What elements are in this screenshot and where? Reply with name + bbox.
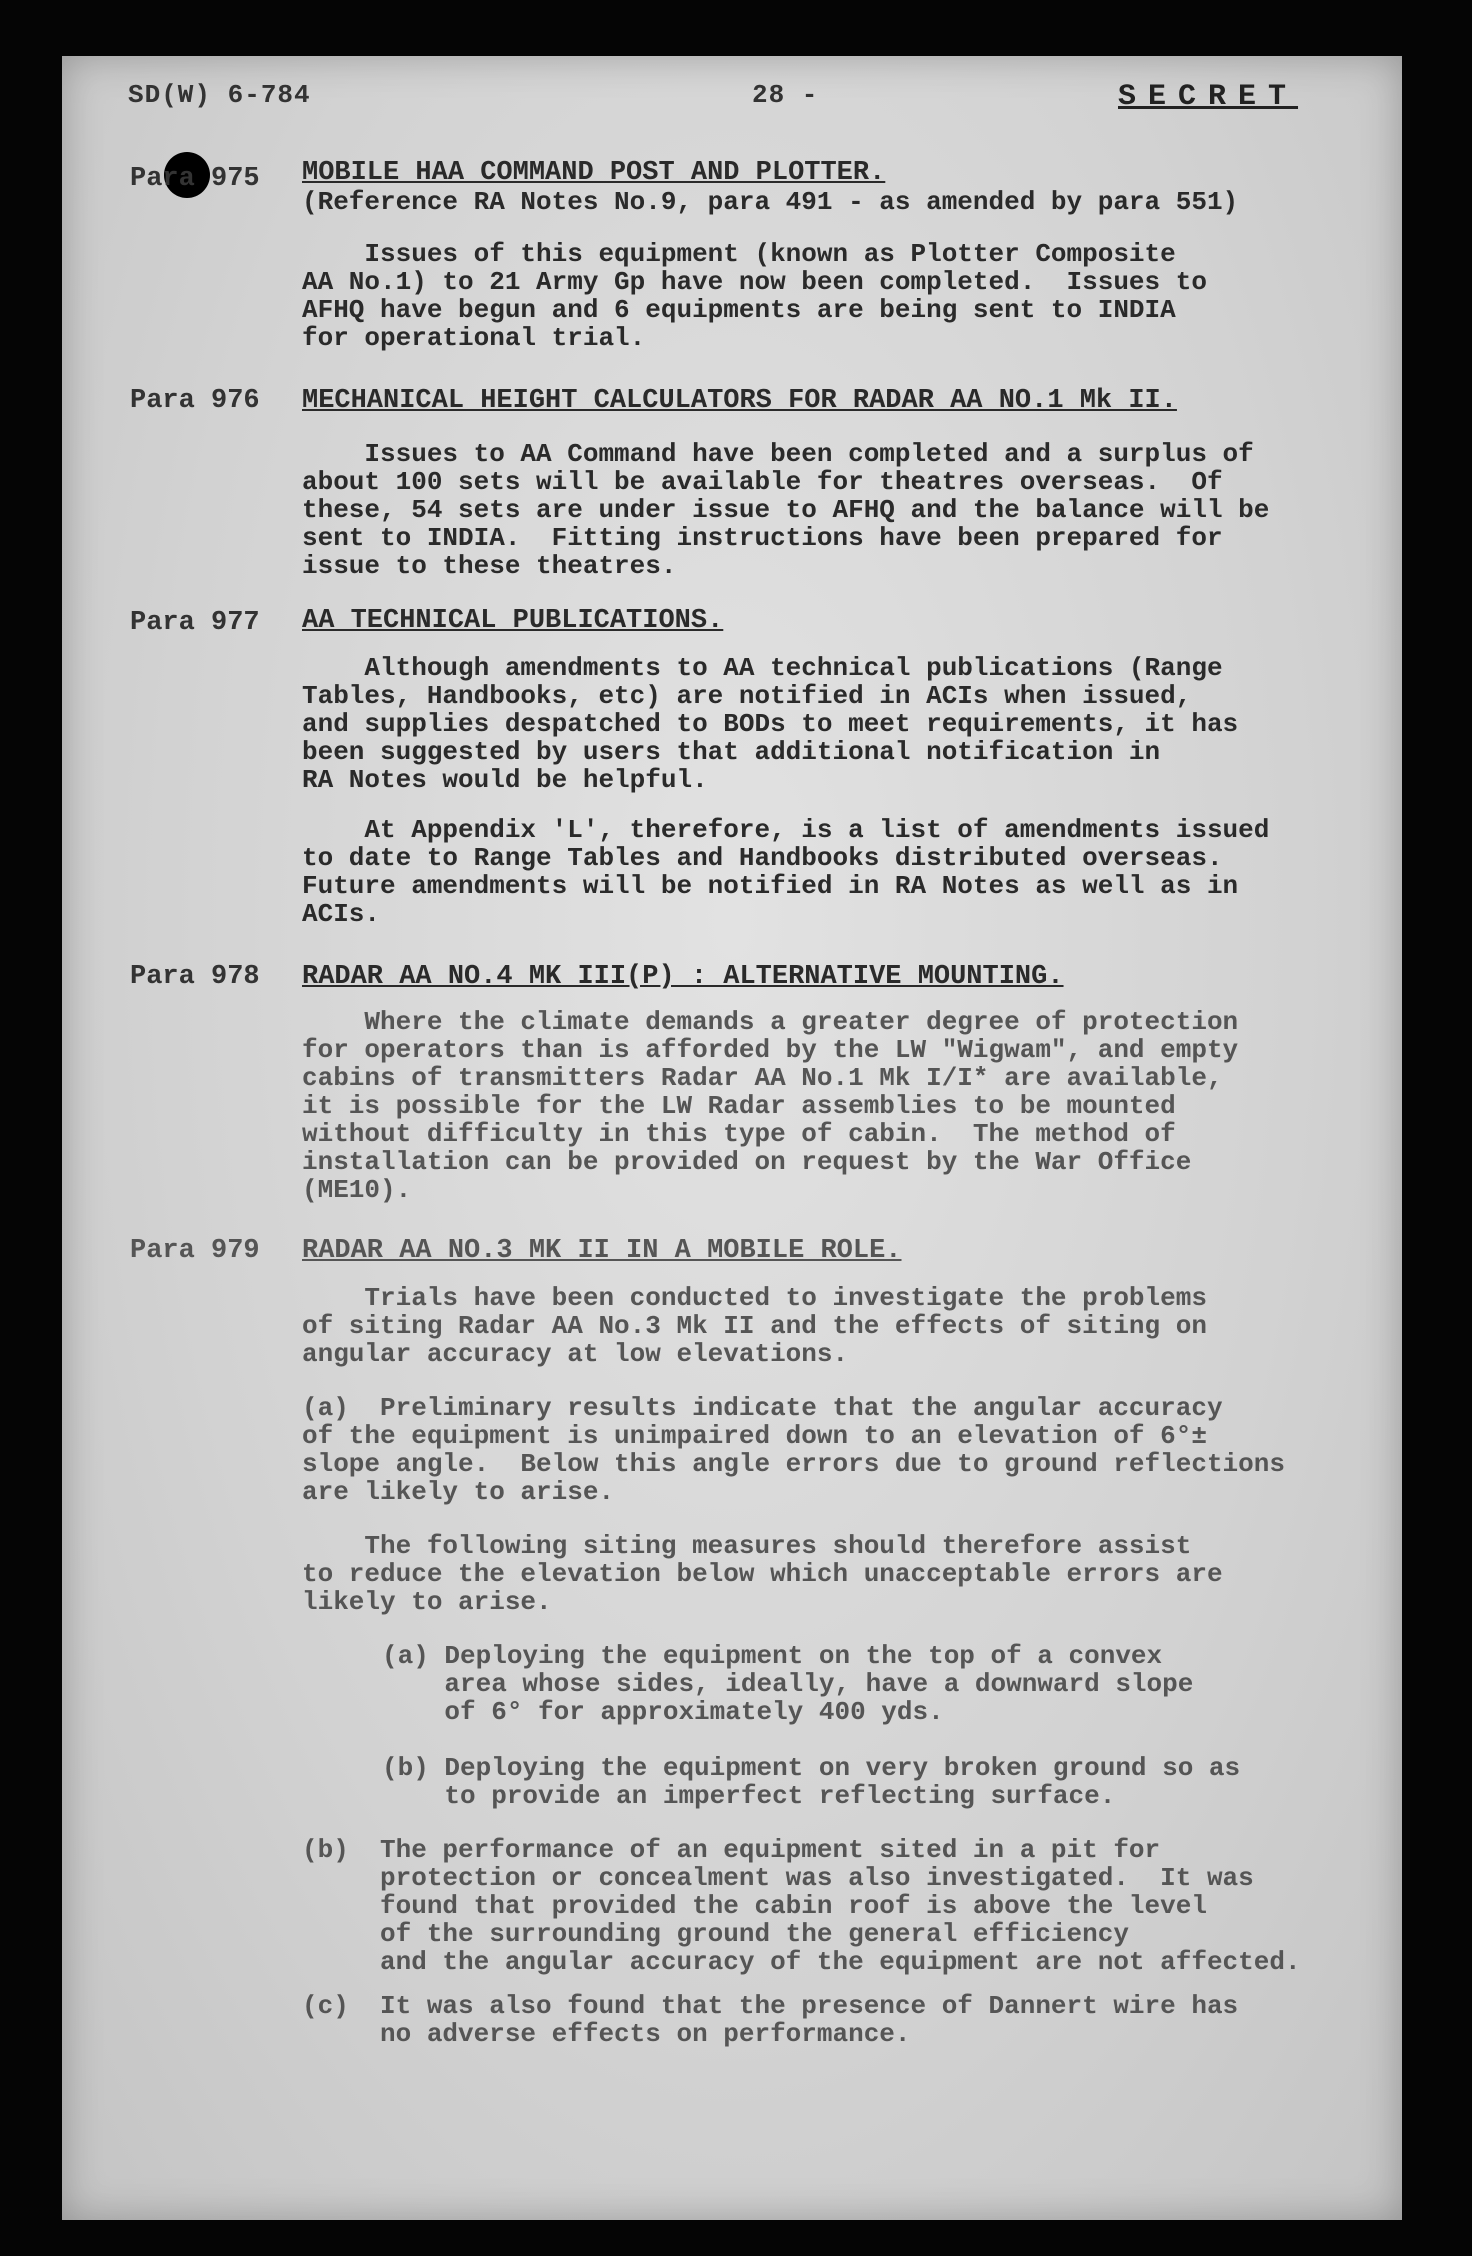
para-979-item-c: (c) It was also found that the presence of Dannert wire has no adverse effects on performance. bbox=[302, 1991, 1239, 2049]
document-page bbox=[62, 56, 1402, 2220]
para-heading-979: RADAR AA NO.3 MK II IN A MOBILE ROLE. bbox=[302, 1236, 902, 1266]
document-reference: SD(W) 6-784 bbox=[128, 80, 311, 110]
para-979-measure-b: (b) Deploying the equipment on very broken ground so as to provide an imperfect reflecting surface. bbox=[382, 1753, 1241, 1811]
para-978-body: Where the climate demands a greater degree of protection for operators than is afforded by the LW "Wigwam", and empty cabins of transmitters Radar AA No.1 Mk I/I* are available, it is possible for the LW Radar assemblies to be mounted without difficulty in this type of cabin. The method of installation can be provided on request by the War Office (ME10). bbox=[302, 1007, 1239, 1205]
para-heading-977: AA TECHNICAL PUBLICATIONS. bbox=[302, 606, 724, 636]
para-977-body-1: Although amendments to AA technical publications (Range Tables, Handbooks, etc) are notified in ACIs when issued, and supplies despatched to BODs to meet requirements, it has been suggested by users that additional notification in RA Notes would be helpful. bbox=[302, 653, 1239, 795]
para-979-measure-a: (a) Deploying the equipment on the top of a convex area whose sides, ideally, have a downward slope of 6° for approximately 400 yds. bbox=[382, 1641, 1194, 1727]
para-979-siting-measures: The following siting measures should therefore assist to reduce the elevation below which unacceptable errors are likely to arise. bbox=[302, 1531, 1223, 1617]
para-979-intro: Trials have been conducted to investigate the problems of siting Radar AA No.3 Mk II and the effects of siting on angular accuracy at low elevations. bbox=[302, 1283, 1207, 1369]
para-975-body: Issues of this equipment (known as Plotter Composite AA No.1) to 21 Army Gp have now been completed. Issues to AFHQ have begun and 6 equipments are being sent to INDIA for operational trial. bbox=[302, 239, 1207, 353]
para-label-976: Para 976 bbox=[130, 386, 260, 416]
classification-stamp: SECRET bbox=[1118, 80, 1299, 114]
para-heading-978: RADAR AA NO.4 MK III(P) : ALTERNATIVE MOUNTING. bbox=[302, 962, 1064, 992]
para-979-item-a: (a) Preliminary results indicate that the angular accuracy of the equipment is unimpaired down to an elevation of 6°± slope angle. Below this angle errors due to ground reflections are likely to arise. bbox=[302, 1393, 1285, 1507]
para-heading-976: MECHANICAL HEIGHT CALCULATORS FOR RADAR AA NO.1 Mk II. bbox=[302, 386, 1177, 416]
para-977-body-2: At Appendix 'L', therefore, is a list of amendments issued to date to Range Tables and Handbooks distributed overseas. Future amendments will be notified in RA Notes as well as in ACIs. bbox=[302, 815, 1270, 929]
para-heading-975: MOBILE HAA COMMAND POST AND PLOTTER. bbox=[302, 158, 886, 188]
para-label-979: Para 979 bbox=[130, 1236, 260, 1266]
para-976-body: Issues to AA Command have been completed and a surplus of about 100 sets will be available for theatres overseas. Of these, 54 sets are under issue to AFHQ and the balance will be sent to INDIA. Fitting instructions have been prepared for issue to these theatres. bbox=[302, 439, 1270, 581]
para-979-item-b: (b) The performance of an equipment sited in a pit for protection or concealment was also investigated. It was found that provided the cabin roof is above the level of the surrounding ground the general efficiency and the angular accuracy of the equipment are not affected. bbox=[302, 1835, 1301, 1977]
para-975-reference: (Reference RA Notes No.9, para 491 - as amended by para 551) bbox=[302, 187, 1239, 217]
para-label-978: Para 978 bbox=[130, 962, 260, 992]
para-label-977: Para 977 bbox=[130, 608, 260, 638]
page-number: 28 - bbox=[752, 80, 819, 110]
para-label-975: Para 975 bbox=[130, 164, 260, 194]
